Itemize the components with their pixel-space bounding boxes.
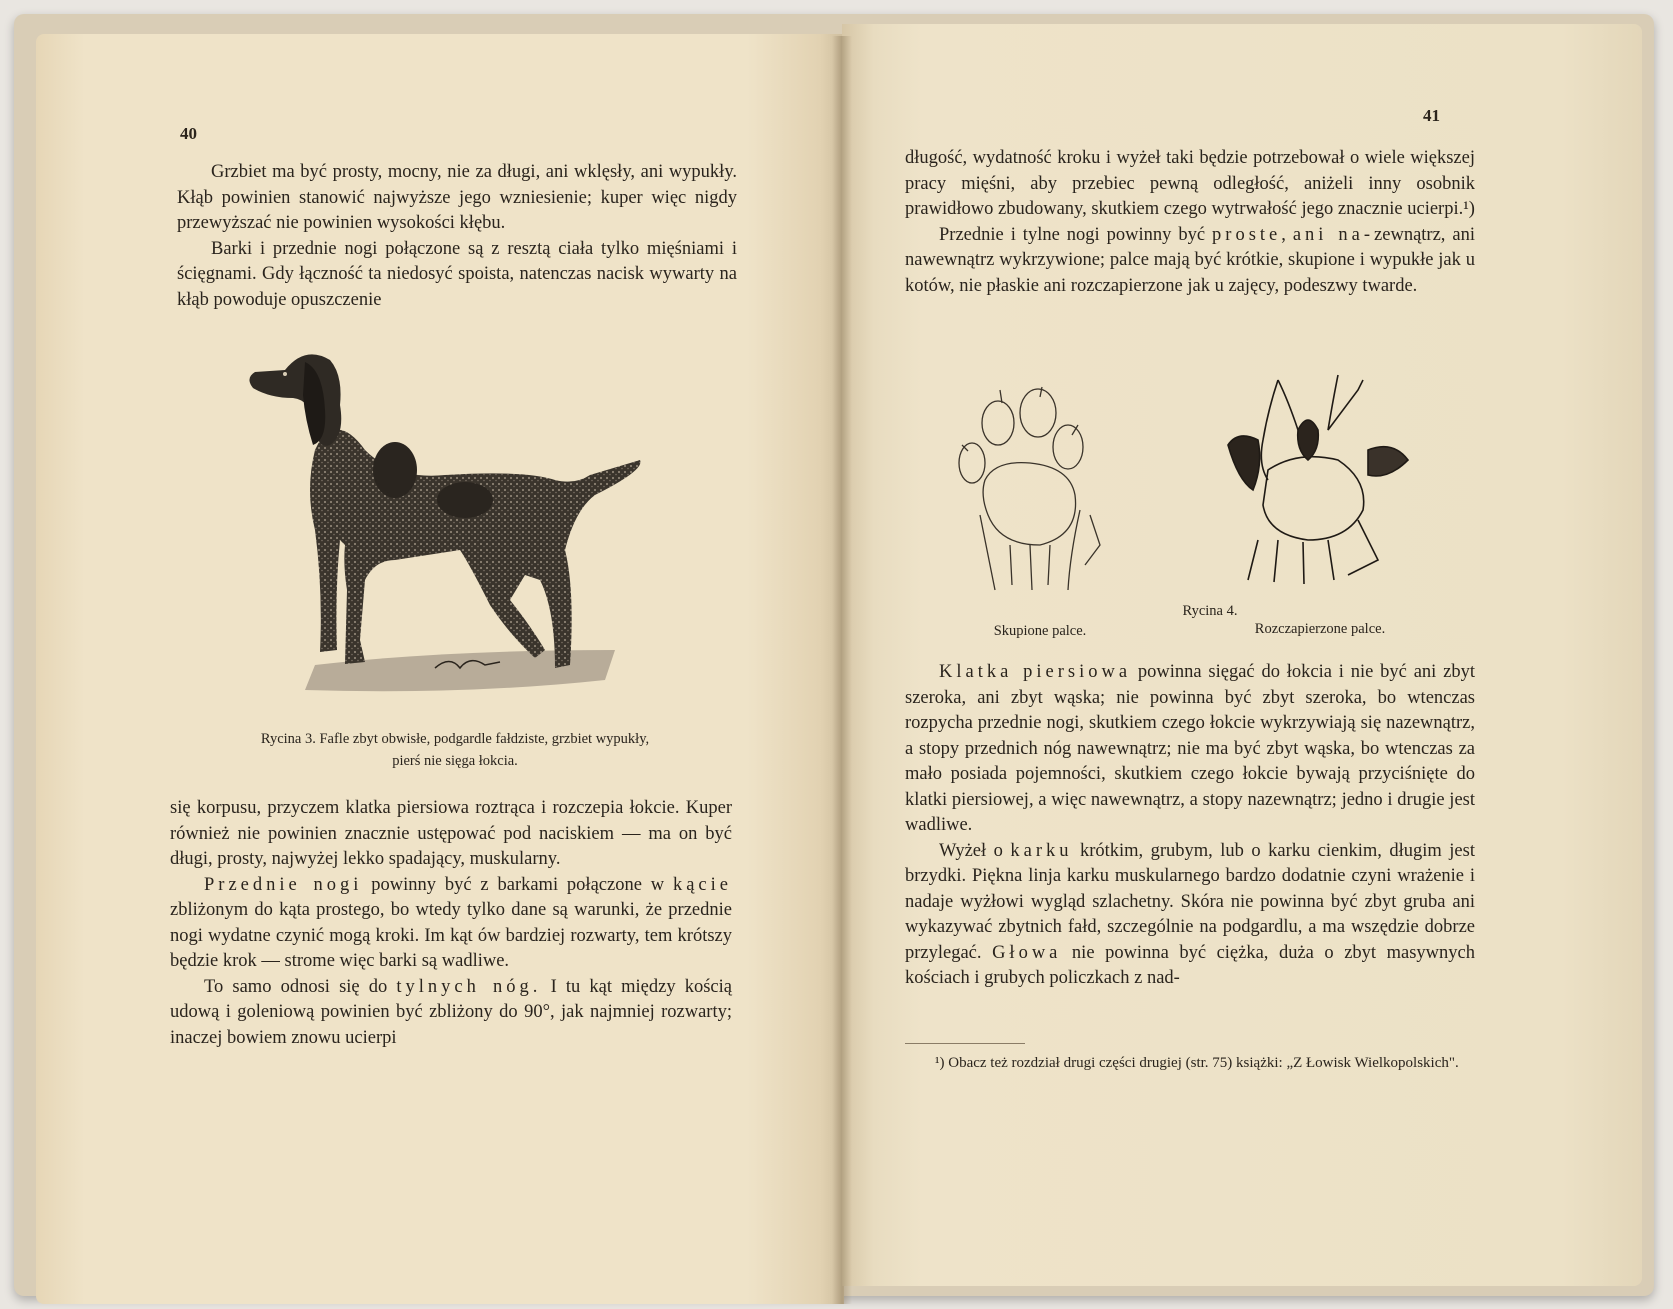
spaced-term: kącie	[672, 874, 732, 895]
paragraph	[170, 975, 732, 1052]
paragraph	[905, 223, 1475, 300]
text-run: Przednie i tylne nogi powinny być	[939, 224, 1213, 245]
paragraph: Barki i przednie nogi połączone są z resztą ciała tylko mięśniami i ścięgnami. Gdy łączność ta niedosyć spoista, natenczas nacisk wywarty na kłąb powoduje opuszczenie	[177, 238, 737, 310]
spaced-term: tylnych nóg.	[396, 976, 542, 997]
text-run: Wyżeł o	[939, 840, 1011, 861]
figure-caption-line: pierś nie sięga łokcia.	[392, 753, 518, 769]
paragraph	[905, 839, 1475, 992]
spaced-term: proste	[1212, 224, 1282, 245]
text-run: powinny być z barkami połączone w	[362, 874, 673, 895]
spaced-term: karku	[1010, 840, 1073, 861]
spaced-term: Przednie nogi	[204, 874, 363, 895]
left-text-top	[177, 160, 737, 313]
page-number-right: 41	[1423, 106, 1440, 125]
right-text-top	[905, 146, 1475, 299]
paragraph: długość, wydatność kroku i wyżeł taki będzie potrzebował o wiele większej pracy mięśni, aby przebiec pewną odległość, aniżeli inny osobnik prawidłowo zbudowany, skutkiem czego wytrwałość jego znacznie ucierpi.¹)	[905, 148, 1475, 219]
page-number-left: 40	[180, 124, 197, 143]
paragraph: Grzbiet ma być prosty, mocny, nie za długi, ani wklęsły, ani wypukły. Kłąb powinien stanowić najwyższe jego wzniesienie; kuper więc nigdy przewyższać nie powinien wysokości kłębu.	[177, 162, 737, 233]
paragraph: się korpusu, przyczem klatka piersiowa roztrąca i rozczepia łokcie. Kuper również nie powinien znacznie ustępować pod naciskiem — ma on być długi, prosty, najwyżej lekko spadający, muskularny.	[170, 798, 732, 869]
text-run: powinna sięgać do łokcia i nie być ani zbyt szeroka, ani zbyt wąska; nie powinna być zbyt szeroka, bo wtenczas rozpycha przednie nogi, skutkiem czego łokcie wykrzywiają się nazewnątrz, a stopy przednich nóg nawewnątrz; nie ma być zbyt wąska, bo wtenczas za mało posiada pojemności, skutkiem czego łokcie bywają przyciśnięte do klatki piersiowej, a więc nawewnątrz, a stopy nazewnątrz; jedno i drugie jest wadliwe.	[905, 662, 1475, 835]
text-run: krótkim, grubym, lub o karku cienkim, długim jest brzydki. Piękna linja karku muskularnego bardzo dodatnie czyni wrażenie i nadaje wyżłowi wygląd szlachetny. Skóra nie powinna być zbyt gruba ani wykazywać zbytnich fałd, szczególnie na podgardlu, a ma wszędzie dobrze przylegać.	[905, 840, 1475, 963]
footnote-rule	[905, 1043, 1025, 1044]
figure-label-4: Rycina 4.	[1182, 603, 1238, 619]
text-run: zewnątrz, ani nawewnątrz wykrzywione; palce mają być krótkie, skupione i wypukłe jak u kotów, nie płaskie ani rozczapierzone jak u zajęcy, podeszwy twarde.	[905, 224, 1475, 296]
dog-illustration	[245, 350, 655, 720]
text-run: To samo odnosi się do	[204, 976, 397, 997]
right-text-bottom	[905, 660, 1475, 992]
splayed-paw-illustration	[1208, 370, 1418, 590]
figure-caption-3	[175, 728, 735, 772]
left-text-bottom	[170, 796, 732, 1051]
figure-caption-right: Rozczapierzone palce.	[1254, 621, 1386, 637]
spaced-term: Klatka piersiowa	[939, 662, 1132, 682]
text-run: ,	[1281, 224, 1293, 245]
spaced-term: ani na-	[1292, 224, 1375, 245]
text-run: I tu kąt między kością udową i goleniową powinien być zbliżony do 90°, jak najmniej rozwarty; inaczej bowiem znowu ucierpi	[170, 976, 732, 1048]
book-gutter	[832, 36, 852, 1304]
spaced-term: Głowa	[992, 942, 1062, 963]
text-run: zbliżonym do kąta prostego, bo wtedy tylko dane są warunki, że przednie nogi wydatne czynić mogą kroki. Im kąt ów bardziej rozwarty, tem krótszy będzie krok — strome więc barki są wadliwe.	[170, 900, 732, 971]
paragraph	[905, 660, 1475, 839]
compact-paw-illustration	[950, 385, 1120, 600]
figure-caption-line: Rycina 3. Fafle zbyt obwisłe, podgardle fałdziste, grzbiet wypukły,	[260, 731, 650, 747]
text-run: nie powinna być ciężka, duża o zbyt masywnych kościach i grubych policzkach z nad-	[905, 942, 1475, 988]
footnote: ¹) Obacz też rozdział drugi części drugiej (str. 75) książki: „Z Łowisk Wielkopolskich".	[935, 1055, 1459, 1071]
figure-caption-left: Skupione palce.	[993, 623, 1087, 639]
paragraph	[170, 873, 732, 975]
